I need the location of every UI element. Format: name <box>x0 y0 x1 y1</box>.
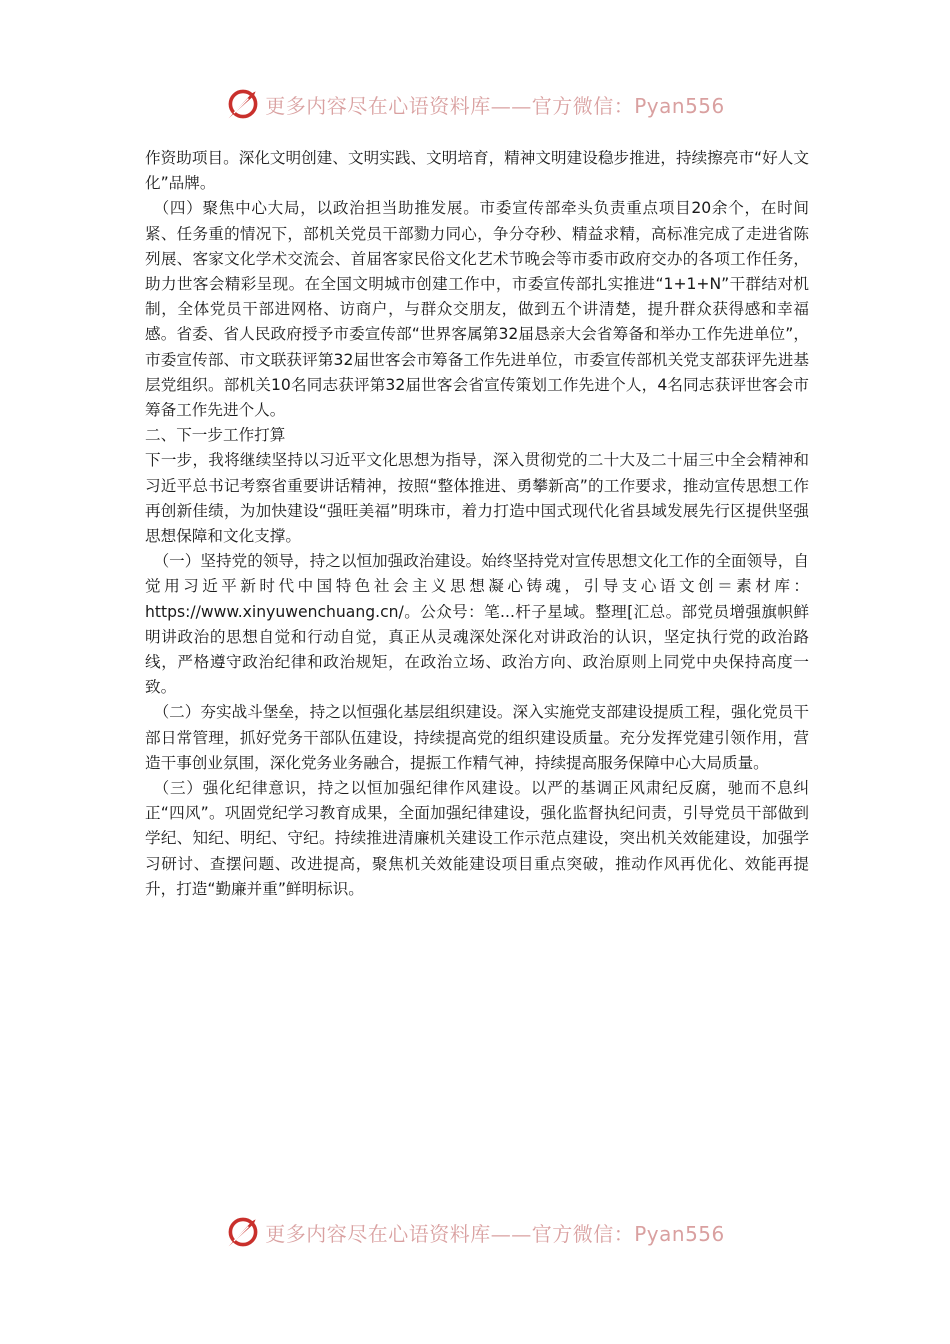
paragraph-continuation: 作资助项目。深化文明创建、文明实践、文明培育，精神文明建设稳步推进，持续擦亮市“好人文化”品牌。 <box>145 149 809 193</box>
paragraph-item-3: （三）强化纪律意识，持之以恒加强纪律作风建设。以严的基调正风肃纪反腐，驰而不息纠正“四风”。巩固党纪学习教育成果，全面加强纪律建设，强化监督执纪问责，引导党员干部做到学纪、知纪、明纪、守纪。持续推进清廉机关建设工作示范点建设，突出机关效能建设，加强学习研讨、查摆问题、改进提高，聚焦机关效能建设项目重点突破，推动作风再优化、效能再提升，打造“勤廉并重”鲜明标识。 <box>145 779 809 898</box>
document-body <box>145 146 809 902</box>
section-heading: 二、下一步工作打算 <box>145 426 286 445</box>
banner-site-name: 更多内容尽在心语资料库 <box>265 1221 491 1246</box>
banner-site-name: 更多内容尽在心语资料库 <box>265 93 491 118</box>
banner-text <box>265 90 725 119</box>
paragraph-next-steps-intro: 下一步，我将继续坚持以习近平文化思想为指导，深入贯彻党的二十大及二十届三中全会精神和习近平总书记考察省重要讲话精神，按照“整体推进、勇攀新高”的工作要求，推动宣传思想工作再创新佳绩，为加快建设“强旺美福”明珠市，着力打造中国式现代化省县域发展先行区提供坚强思想保障和文化支撑。 <box>145 451 809 546</box>
paragraph-section-4: （四）聚焦中心大局，以政治担当助推发展。市委宣传部牵头负责重点项目20余个，在时间紧、任务重的情况下，部机关党员干部勠力同心，争分夺秒、精益求精，高标准完成了走进省陈列展、客家文化学术交流会、首届客家民俗文化艺术节晚会等市委市政府交办的各项工作任务，助力世客会精彩呈现。在全国文明城市创建工作中，市委宣传部扎实推进“1+1+N”干群结对机制，全体党员干部进网格、访商户，与群众交朋友，做到五个讲清楚，提升群众获得感和幸福感。省委、省人民政府授予市委宣传部“世界客属第32届恳亲大会省筹备和举办工作先进单位”，市委宣传部、市文联获评第32届世客会市筹备工作先进单位，市委宣传部机关党支部获评先进基层党组织。部机关10名同志获评第32届世客会省宣传策划工作先进个人，4名同志获评世客会市筹备工作先进个人。 <box>145 199 809 420</box>
quill-logo-icon <box>225 1214 261 1250</box>
paragraph-item-2: （二）夯实战斗堡垒，持之以恒强化基层组织建设。深入实施党支部建设提质工程，强化党员干部日常管理，抓好党务干部队伍建设，持续提高党的组织建设质量。充分发挥党建引领作用，营造干事创业氛围，深化党务业务融合，提振工作精气神，持续提高服务保障中心大局质量。 <box>145 703 809 772</box>
banner-dash: —— <box>490 93 532 118</box>
banner-contact-label: 官方微信： <box>531 93 635 118</box>
banner-contact-id: Pyan556 <box>634 93 725 118</box>
banner-dash: —— <box>490 1221 532 1246</box>
footer-banner <box>0 1212 950 1252</box>
banner-text <box>265 1218 725 1247</box>
paragraph-item-1: （一）坚持党的领导，持之以恒加强政治建设。始终坚持党对宣传思想文化工作的全面领导，自觉用习近平新时代中国特色社会主义思想凝心铸魂，引导支心语文创＝素材库：https://www.xinyuwenchuang.cn/。公众号：笔...杆子星域。整理[汇总。部党员增强旗帜鲜明讲政治的思想自觉和行动自觉，真正从灵魂深处深化对讲政治的认识，坚定执行党的政治路线，严格遵守政治纪律和政治规矩，在政治立场、政治方向、政治原则上同党中央保持高度一致。 <box>145 552 809 697</box>
banner-contact-label: 官方微信： <box>531 1221 635 1246</box>
quill-logo-icon <box>225 86 261 122</box>
banner-contact-id: Pyan556 <box>634 1221 725 1246</box>
header-banner <box>0 84 950 124</box>
